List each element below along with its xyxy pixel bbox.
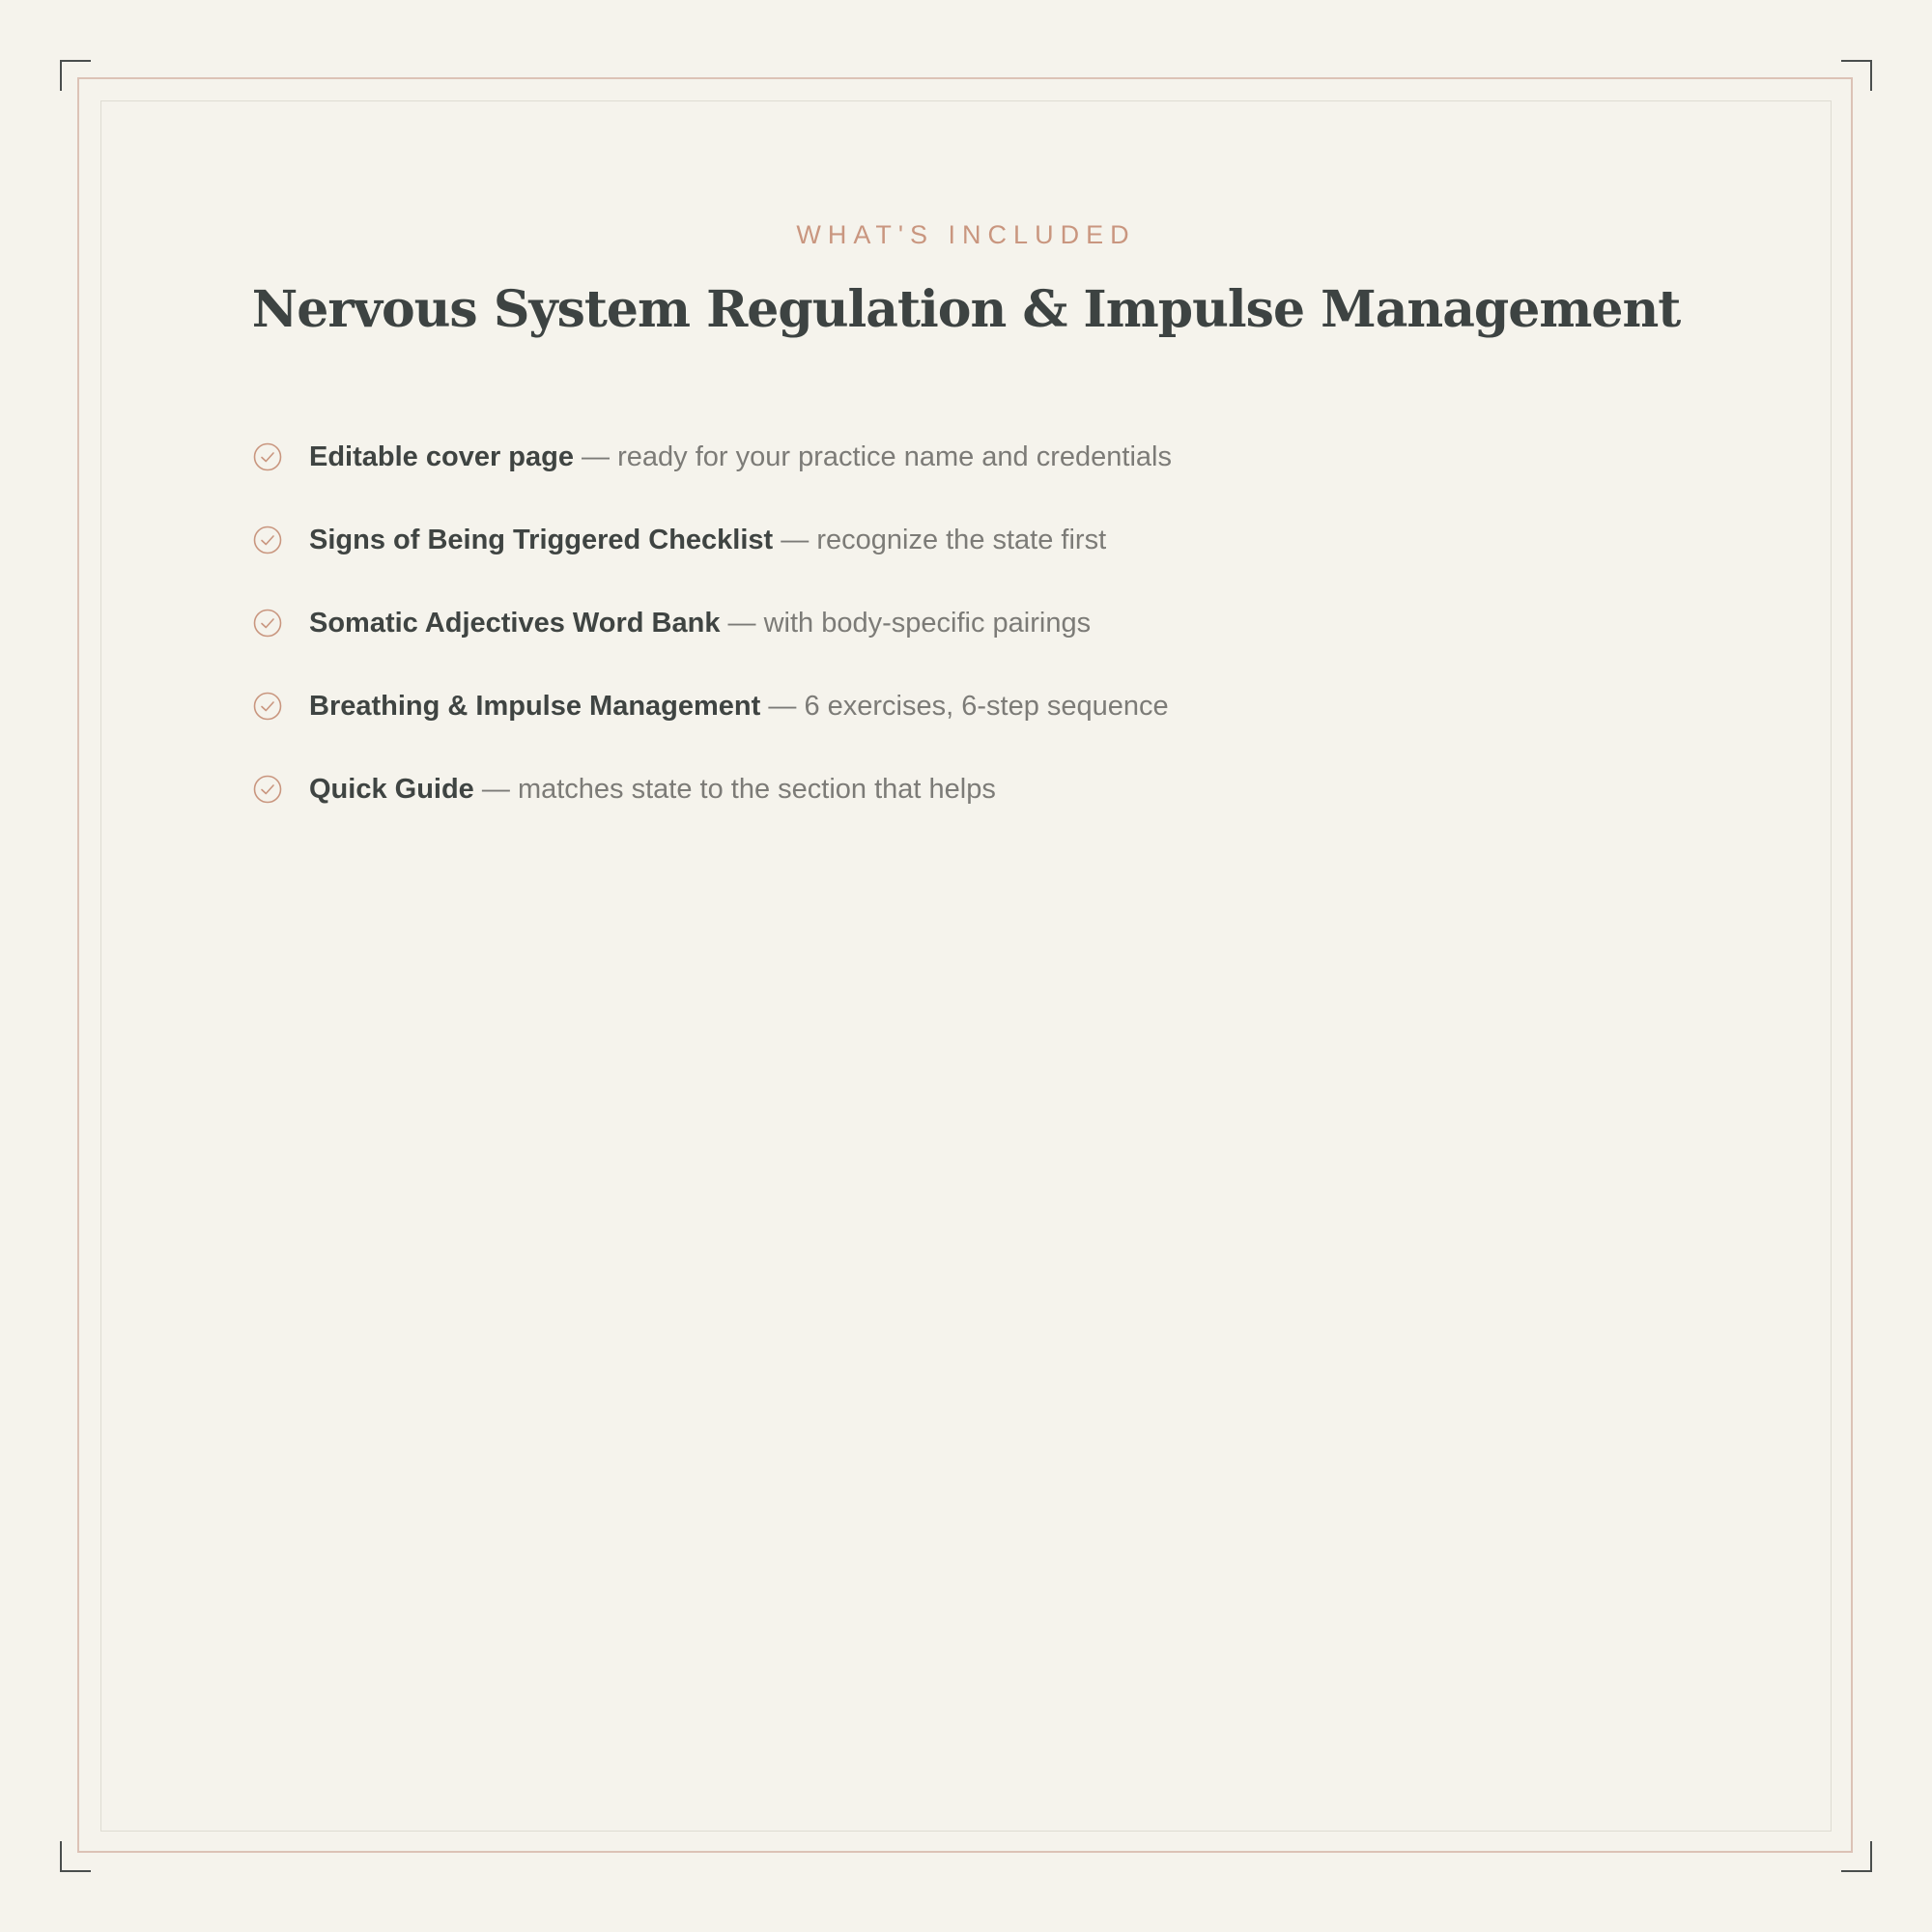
list-item <box>253 665 1702 748</box>
item-text <box>309 441 1172 473</box>
section-eyebrow: WHAT'S INCLUDED <box>796 220 1136 249</box>
item-description: matches state to the section that helps <box>517 773 996 805</box>
item-title: Breathing & Impulse Management <box>309 690 761 722</box>
item-separator: — <box>574 440 618 472</box>
item-separator: — <box>760 690 805 722</box>
check-circle-icon <box>253 775 282 804</box>
item-text <box>309 608 1091 639</box>
item-description: recognize the state first <box>816 524 1107 555</box>
item-description: 6 exercises, 6-step sequence <box>804 690 1169 722</box>
item-title: Editable cover page <box>309 440 574 472</box>
included-items-list <box>253 415 1702 831</box>
item-description: with body-specific pairings <box>763 607 1092 639</box>
item-text <box>309 691 1169 723</box>
check-circle-icon <box>253 442 282 471</box>
inner-frame <box>100 100 1832 1832</box>
list-item <box>253 415 1702 498</box>
item-description: ready for your practice name and credentials <box>617 440 1172 472</box>
item-separator: — <box>473 773 518 805</box>
check-circle-icon <box>253 609 282 638</box>
item-text <box>309 525 1106 556</box>
item-title: Quick Guide <box>309 773 474 805</box>
check-circle-icon <box>253 692 282 721</box>
list-item <box>253 498 1702 582</box>
list-item <box>253 748 1702 831</box>
item-text <box>309 774 996 806</box>
page-title: Nervous System Regulation & Impulse Management <box>251 280 1681 339</box>
item-separator: — <box>720 607 764 639</box>
item-title: Somatic Adjectives Word Bank <box>309 607 721 639</box>
item-title: Signs of Being Triggered Checklist <box>309 524 774 555</box>
item-separator: — <box>773 524 817 555</box>
check-circle-icon <box>253 526 282 554</box>
list-item <box>253 582 1702 665</box>
